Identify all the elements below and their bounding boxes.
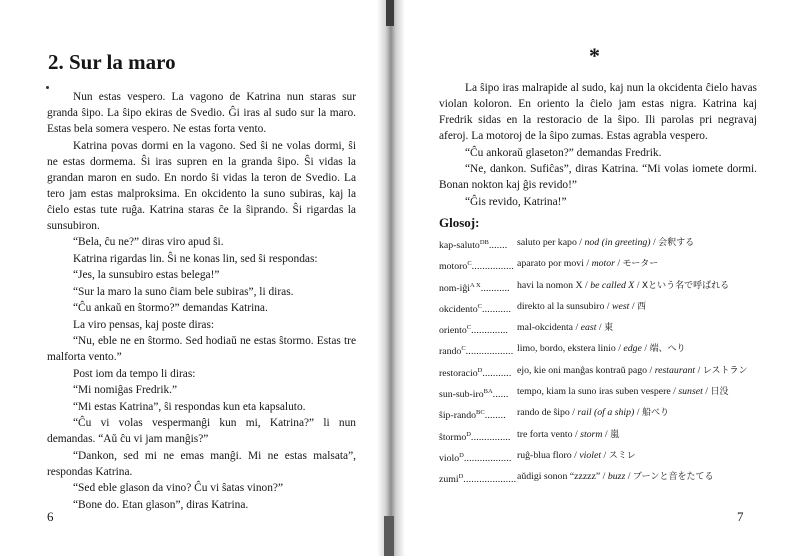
glossary-english: restaurant [654,364,696,376]
story-paragraph: “Mi nomiĝas Fredrik.” [73,384,178,396]
glossary-definition: tempo, kiam la suno iras suben vespere [517,386,671,398]
glossary-entry [439,364,769,380]
section-break-asterisk: * [589,43,600,68]
glossary-japanese: 船べり [641,408,669,419]
glossary-japanese: レストラン [702,365,748,376]
glossary-definition: aparato por movi [517,258,584,270]
glossary-english: edge [623,343,642,355]
glossary-entry [439,428,769,444]
glossary-leader-dots: ........... [480,282,510,294]
glossary-english: motor [591,258,615,270]
glossary-term-cell [439,385,517,401]
glossary-term-cell [439,300,517,316]
glossary-leader-dots: ........... [481,303,512,315]
story-paragraph: “Ĉu ankaŭ en ŝtormo?” demandas Katrina. [73,302,268,314]
gutter-shadow-bottom [384,516,394,556]
glossary-definition: aŭdigi sonon “zzzzz” [517,471,601,483]
glossary-japanese: 端、へり [649,344,686,355]
story-paragraph: “Nu, eble ne en ŝtormo. Sed hodiaŭ ne estas ŝtormo. Estas tre malforta vento.” [47,335,356,363]
glossary-term: kap-saluto [439,240,480,251]
glossary-english: buzz [607,471,626,483]
glossary-term: rando [439,346,462,358]
glossary-definition-cell: direkto al la sunsubiro / west / 西 [517,300,647,312]
glossary-entry [439,236,769,252]
gutter-shadow-top [386,0,394,26]
page-number-left: 6 [47,509,54,524]
glossary-term-level: BA [483,388,493,396]
glossary-japanese: 日没 [710,387,729,398]
story-paragraph: Katrina rigardas lin. Ŝi ne konas lin, sed ŝi respondas: [73,252,318,265]
glossary-definition: limo, bordo, ekstera linio [517,343,616,355]
glossary-entry [439,257,769,273]
glossary-definition: ruĝ-blua floro [517,449,572,461]
story-paragraph: “Ĉu vi volas vespermanĝi kun mi, Katrina?” li nun demandas. “Aŭ ĉu vi jam manĝis?” [47,417,356,445]
glossary-term-cell [439,321,517,337]
glossary-definition: direkto al la sunsubiro [517,300,605,312]
story-paragraph: Katrina povas dormi en la vagono. Sed ŝi ne volas dormi, ŝi ne estas dormema. Ŝi iras supren en la granda ŝipo. Ŝi vidas la grandan maron en sudo. En nordo ŝi vidas la teron de Svedio. La tero jam estas malproksima. En okcidento la suno subiras, kaj la ĉielo estas tute ruĝa. Katrina staras ĉe la ŝiprando. Ŝi rigardas la sunsubiron. [47,139,356,232]
glossary-term-cell [439,470,517,486]
glossary-term-cell [439,364,517,380]
glossary-definition-cell: mal-okcidenta / east / 東 [517,322,614,334]
chapter-title: 2. Sur la maro [48,50,176,74]
glossary-list [439,236,769,492]
glossary-term-cell [439,449,517,465]
glossary-english: sunset [678,386,703,398]
glossary-term-level: DB [479,239,489,246]
glossary-english: nod (in greeting) [584,237,651,248]
glossary-english: rail (of a ship) [577,407,635,419]
right-page [405,0,787,556]
glossary-definition: mal-okcidenta [517,322,574,334]
glossary-entry [439,300,769,316]
book-gutter [377,0,405,556]
glossary-entry [439,385,769,401]
glossary-term: sun-sub-iro [439,389,484,401]
glossary-entry [439,470,769,486]
glossary-term-cell [439,406,517,422]
glossary-entry [439,279,769,295]
glossary-term-level: D [458,473,464,481]
glossary-term: nom-iĝi [439,282,471,294]
glossary-definition-cell: saluto per kapo / nod (in greeting) / 会釈する [517,237,695,248]
story-paragraph: “Dankon, sed mi ne emas manĝi. Mi ne estas malsata”, respondas Katrina. [47,449,356,478]
glossary-definition-cell: ejo, kie oni manĝas kontraŭ pago / restaurant / レストラン [517,364,748,376]
story-paragraph: “Ĝis revido, Katrina!” [465,195,567,208]
glossary-definition-cell: ruĝ-blua floro / violet / スミレ [517,449,636,461]
glossary-definition: tre forta vento [517,428,573,440]
story-paragraph: “Sur la maro la suno ĉiam bele subiras”, li diras. [73,285,294,298]
glossary-japanese: Xという名で呼ばれる [641,280,730,291]
glossary-heading: Glosoj: [439,215,480,230]
glossary-entry [439,321,769,337]
glossary-term: zumi [439,474,459,486]
left-story-text [47,89,356,513]
glossary-term-cell [439,257,517,273]
glossary-leader-dots: ................ [471,261,515,273]
glossary-leader-dots: ........... [482,367,512,379]
glossary-entry [439,342,769,358]
story-paragraph: “Mi estas Katrina”, ŝi respondas kun eta kapsaluto. [73,400,306,413]
story-paragraph: “Jes, la sunsubiro estas belega!” [73,269,220,281]
glossary-term-level: C [461,345,466,353]
glossary-term-cell [439,236,517,252]
story-paragraph: La viro pensas, kaj poste diras: [73,318,215,331]
glossary-leader-dots: ............... [470,431,511,443]
glossary-term-level: A X [470,281,481,289]
glossary-leader-dots: .................... [463,474,517,486]
glossary-definition: havi la nomon X [517,279,583,291]
glossary-japanese: 西 [637,301,647,312]
glossary-term: restoracio [439,367,478,379]
glossary-japanese: モーター [622,259,659,270]
glossary-term-level: BC [476,409,485,417]
glossary-definition-cell: aŭdigi sonon “zzzzz” / buzz / ブーンと音をたてる [517,471,714,483]
story-paragraph: Nun estas vespero. La vagono de Katrina nun staras sur granda ŝipo. La ŝipo ekiras de Svedio. Ĝi iras al sudo sur la maro. Estas bela somera vespero. Ne estas forta vento. [47,91,356,135]
glossary-definition-cell: aparato por movi / motor / モーター [517,258,659,270]
glossary-term-level: D [477,366,483,374]
glossary-japanese: スミレ [608,450,636,461]
glossary-english: west [611,300,630,312]
glossary-definition-cell: tempo, kiam la suno iras suben vespere / sunset / 日没 [517,386,729,398]
glossary-definition: rando de ŝipo [517,407,570,419]
story-paragraph: “Bone do. Etan glason”, diras Katrina. [73,498,249,511]
glossary-entry [439,449,769,465]
glossary-term-cell [439,279,517,295]
glossary-term: ŝip-rando [439,410,477,422]
glossary-english: storm [580,428,603,440]
glossary-definition-cell: havi la nomon X / be called X / Xという名で呼ばれる [517,279,730,291]
glossary-term: violo [439,452,460,464]
right-story-text [439,80,757,210]
glossary-japanese: 嵐 [610,429,620,440]
glossary-japanese: 会釈する [658,238,695,248]
glossary-english: be called X [590,279,635,291]
glossary-definition: saluto per kapo [517,237,577,248]
story-paragraph: Post iom da tempo li diras: [73,367,196,380]
glossary-term-level: D [466,430,471,438]
glossary-term-level: C [467,260,472,268]
story-paragraph: “Sed eble glason da vino? Ĉu vi ŝatas vinon?” [73,482,284,494]
glossary-term-level: C [477,302,482,310]
glossary-leader-dots: .............. [471,325,509,337]
left-page [0,0,380,556]
glossary-term: ŝtormo [439,431,467,443]
glossary-term: motoro [439,261,468,273]
glossary-leader-dots: ........ [484,410,506,422]
glossary-japanese: ブーンと音をたてる [632,472,714,483]
glossary-term: okcidento [439,303,478,315]
glossary-term: oriento [439,325,467,337]
glossary-japanese: 東 [604,323,614,334]
glossary-leader-dots: ...... [492,389,509,401]
glossary-term-cell [439,342,517,358]
glossary-entry [439,406,769,422]
glossary-english: east [580,322,597,334]
glossary-term-cell [439,428,517,444]
glossary-leader-dots: ....... [488,240,508,251]
story-paragraph: La ŝipo iras malrapide al sudo, kaj nun la okcidenta ĉielo havas violan koloron. En oriento la ĉielo jam estas nigra. Katrina kaj Fredrik sidas en la restoracio de la ŝipo. Ili parolas pri negravaj aferoj. La motoroj de la ŝipo zumas. Estas agrabla vespero. [439,82,757,142]
glossary-leader-dots: .................. [465,346,514,358]
glossary-english: violet [579,449,602,461]
glossary-definition: ejo, kie oni manĝas kontraŭ pago [517,364,648,376]
glossary-term-level: C [466,324,472,332]
page-number-right: 7 [737,509,744,524]
story-paragraph: “Ne, dankon. Sufiĉas”, diras Katrina. “Mi volas iomete dormi. Bonan nokton kaj ĝis revido!” [439,163,757,191]
glossary-term-level: D [459,451,464,459]
glossary-leader-dots: .................. [463,452,512,464]
glossary-definition-cell: tre forta vento / storm / 嵐 [517,428,620,440]
glossary-definition-cell: limo, bordo, ekstera linio / edge / 端、へり [517,343,686,355]
story-paragraph: “Bela, ĉu ne?” diras viro apud ŝi. [73,236,224,248]
glossary-definition-cell: rando de ŝipo / rail (of a ship) / 船べり [517,407,669,419]
story-paragraph: “Ĉu ankoraŭ glaseton?” demandas Fredrik. [465,146,662,159]
